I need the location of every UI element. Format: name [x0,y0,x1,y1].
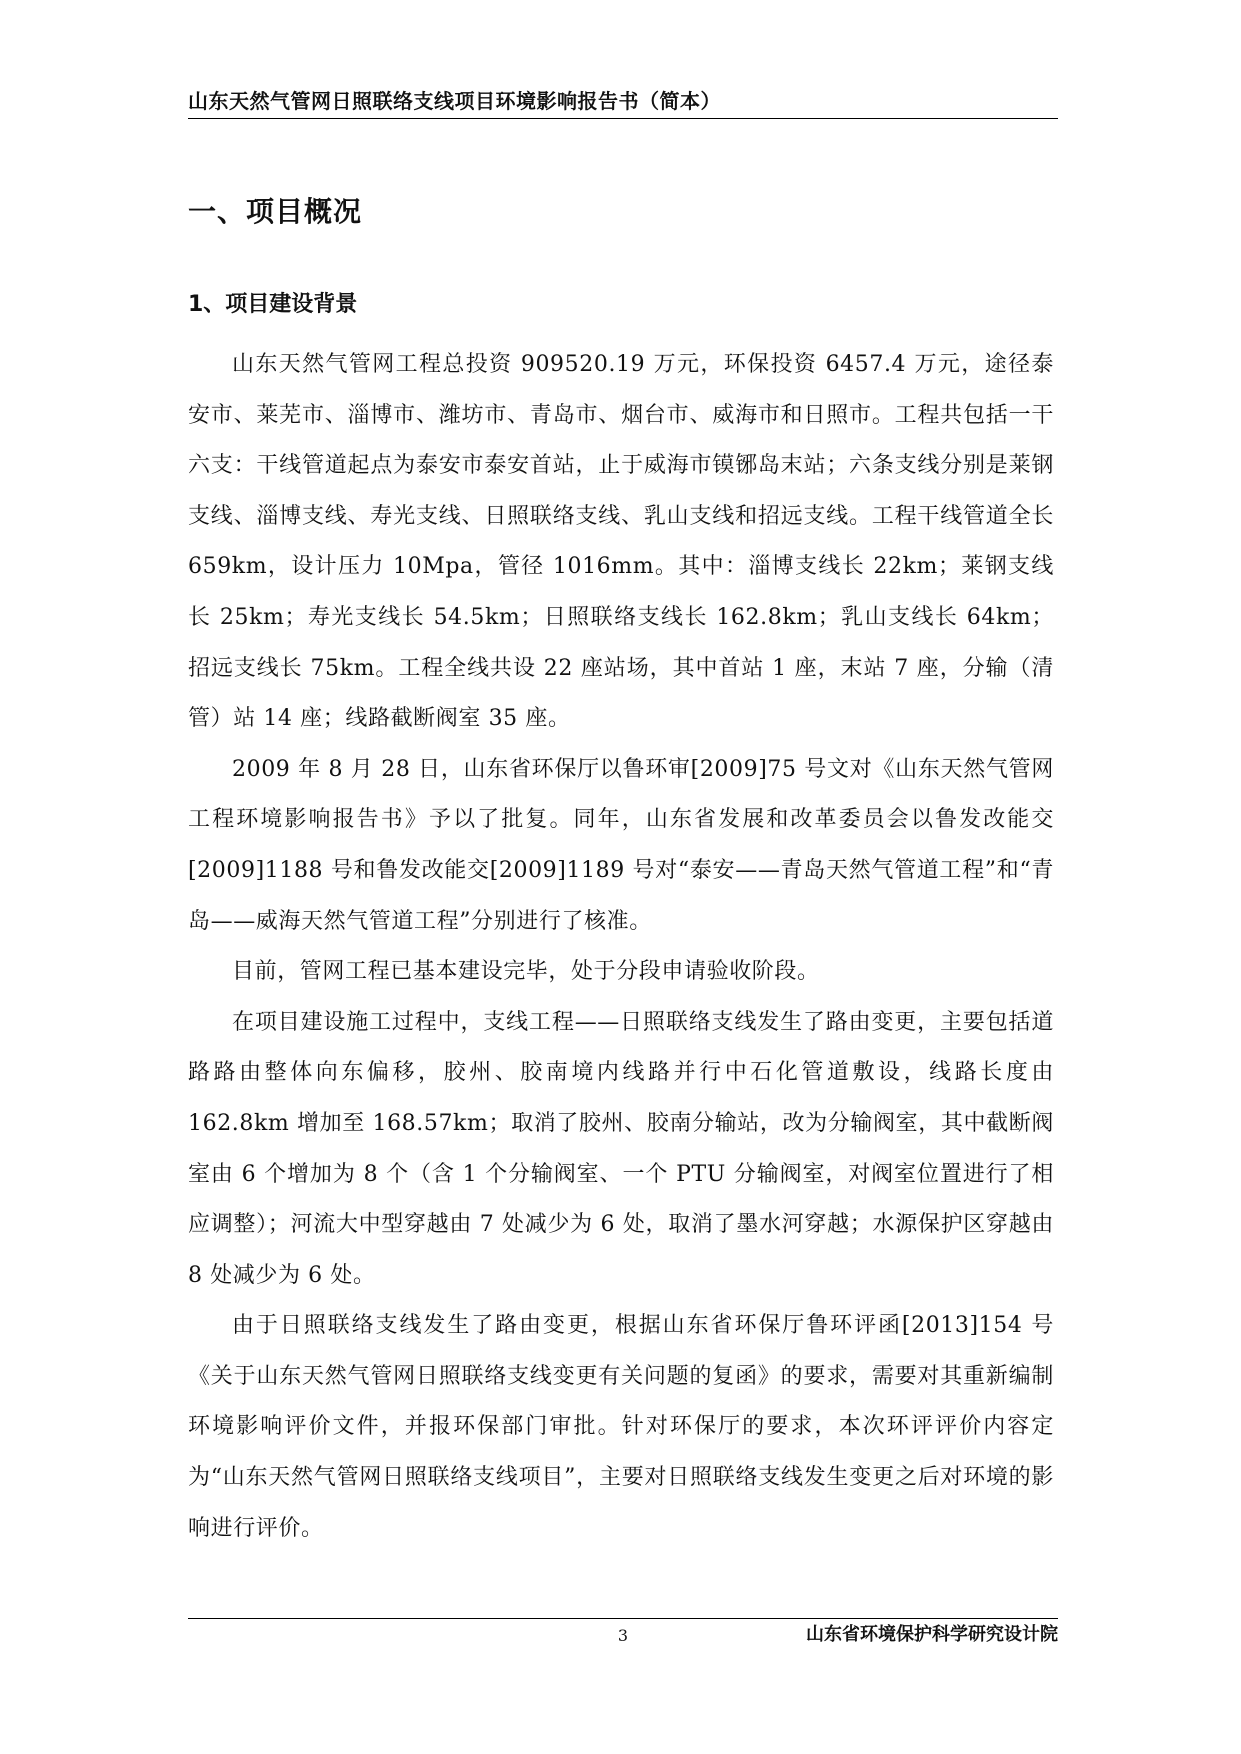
page-header [188,84,1058,119]
paragraph-approval: 2009 年 8 月 28 日，山东省环保厅以鲁环审[2009]75 号文对《山东天然气管网工程环境影响报告书》予以了批复。同年，山东省发展和改革委员会以鲁发改能交[2009]1188 号和鲁发改能交[2009]1189 号对“泰安——青岛天然气管道工程”和“青岛——威海天然气管道工程”分别进行了核准。 [188,756,1054,934]
subsection-title: 1、项目建设背景 [188,292,358,317]
document-title: 山东天然气管网日照联络支线项目环境影响报告书（简本） [188,89,721,113]
institute-name: 山东省环境保护科学研究设计院 [806,1624,1058,1645]
paragraph-project-overview: 山东天然气管网工程总投资 909520.19 万元，环保投资 6457.4 万元，途径泰安市、莱芜市、淄博市、潍坊市、青岛市、烟台市、威海市和日照市。工程共包括一干六支：干线管道起点为泰安市泰安首站，止于威海市镆铘岛末站；六条支线分别是莱钢支线、淄博支线、寿光支线、日照联络支线、乳山支线和招远支线。工程干线管道全长 659km，设计压力 10Mpa，管径 1016mm。其中：淄博支线长 22km；莱钢支线长 25km；寿光支线长 54.5km；日照联络支线长 162.8km；乳山支线长 64km；招远支线长 75km。工程全线共设 22 座站场，其中首站 1 座，末站 7 座，分输（清管）站 14 座；线路截断阀室 35 座。 [188,352,1054,732]
section-title: 一、项目概况 [188,195,363,228]
paragraph-current-status: 目前，管网工程已基本建设完毕，处于分段申请验收阶段。 [232,959,820,985]
body-text [188,340,1054,1554]
page-number: 3 [617,1626,629,1645]
page-footer [188,1618,1058,1659]
paragraph-reassessment: 由于日照联络支线发生了路由变更，根据山东省环保厅鲁环评函[2013]154 号《关于山东天然气管网日照联络支线变更有关问题的复函》的要求，需要对其重新编制环境影响评价文件，并报环保部门审批。针对环保厅的要求，本次环评评价内容定为“山东天然气管网日照联络支线项目”，主要对日照联络支线发生变更之后对环境的影响进行评价。 [188,1313,1054,1541]
paragraph-route-change: 在项目建设施工过程中，支线工程——日照联络支线发生了路由变更，主要包括道路路由整体向东偏移，胶州、胶南境内线路并行中石化管道敷设，线路长度由 162.8km 增加至 168.57km；取消了胶州、胶南分输站，改为分输阀室，其中截断阀室由 6 个增加为 8 个（含 1 个分输阀室、一个 PTU 分输阀室，对阀室位置进行了相应调整）；河流大中型穿越由 7 处减少为 6 处，取消了墨水河穿越；水源保护区穿越由 8 处减少为 6 处。 [188,1009,1054,1288]
